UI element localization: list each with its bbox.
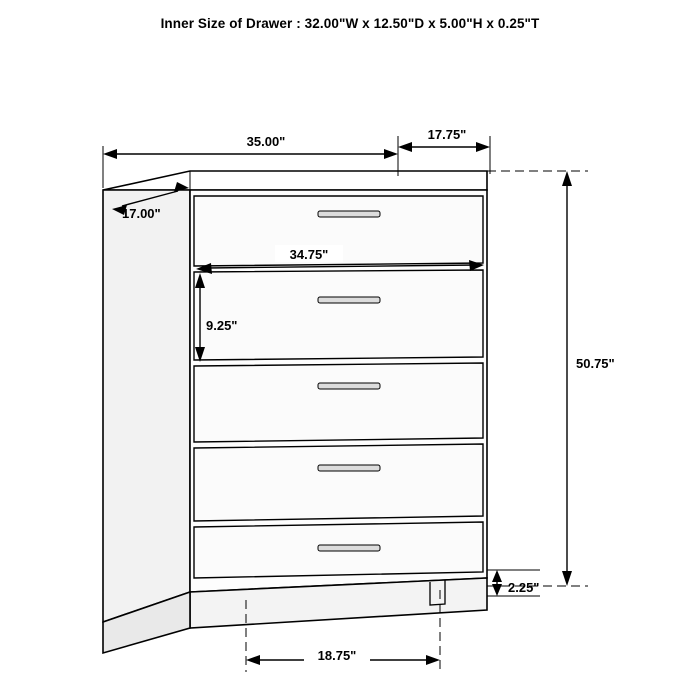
arrow-bottom-leg-height <box>492 584 502 596</box>
arrow-top-leg-height <box>492 570 502 582</box>
arrow-bottom-total-height <box>562 571 572 586</box>
drawer-front-3 <box>194 363 483 442</box>
handle-icon-4 <box>318 465 380 471</box>
handle-icon-3 <box>318 383 380 389</box>
page-title: Inner Size of Drawer : 32.00"W x 12.50"D x 5.00"H x 0.25"T <box>160 16 540 31</box>
label-top-depth: 17.75" <box>427 127 467 142</box>
arrow-left-base-width <box>246 655 260 665</box>
drawer-front-4 <box>194 444 483 521</box>
left-side-panel <box>103 190 190 622</box>
handle-icon-5 <box>318 545 380 551</box>
handle-icon-1 <box>318 211 380 217</box>
top-surface <box>103 171 487 190</box>
arrow-right-top-depth <box>476 142 490 152</box>
chest-body <box>103 171 487 653</box>
arrow-left-top-width <box>103 149 117 159</box>
handle-icon-2 <box>318 297 380 303</box>
label-base-width: 18.75" <box>317 648 357 663</box>
arrow-right-base-width <box>426 655 440 665</box>
label-drawer-width: 34.75" <box>289 247 329 262</box>
drawer-front-2 <box>194 270 483 360</box>
label-leg-height: 2.25" <box>508 580 540 595</box>
label-drawer-height: 9.25" <box>206 318 238 333</box>
arrow-right-top-width <box>384 149 398 159</box>
label-top-width: 35.00" <box>246 134 286 149</box>
label-side-depth: 17.00" <box>122 206 161 221</box>
arrow-left-top-depth <box>398 142 412 152</box>
label-total-height: 50.75" <box>576 356 615 371</box>
arrow-top-total-height <box>562 171 572 186</box>
